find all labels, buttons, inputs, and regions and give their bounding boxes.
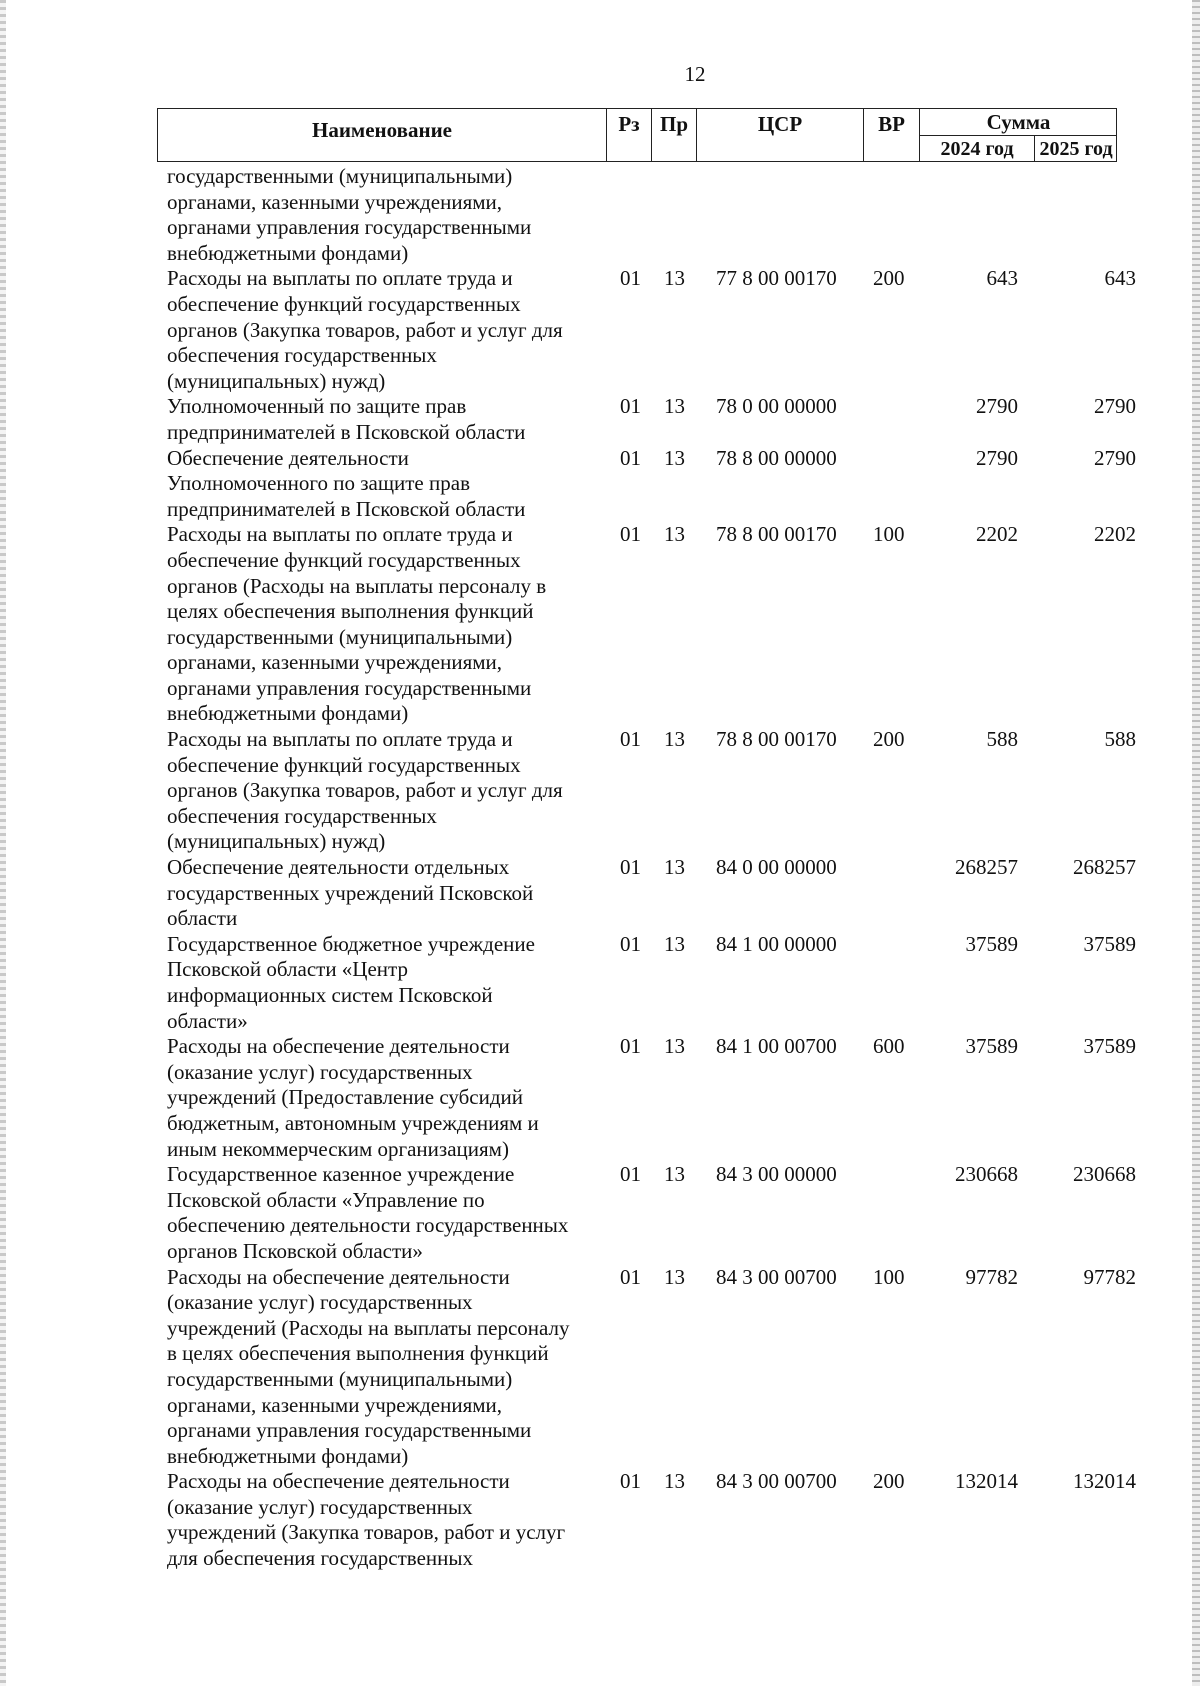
row-name: [167, 1469, 607, 1571]
row-name-line: обеспечение функций государственных: [167, 752, 521, 777]
row-sum-2025: 2790: [1094, 445, 1136, 470]
row-rz: 01: [620, 445, 641, 470]
row-name-line: Расходы на выплаты по оплате труда и: [167, 266, 513, 291]
row-rz: 01: [620, 394, 641, 419]
header-pr: Пр: [652, 109, 697, 161]
row-name-line: Расходы на обеспечение деятельности: [167, 1264, 510, 1289]
row-sum-2025: 132014: [1073, 1469, 1136, 1494]
row-name-line: иным некоммерческим организациям): [167, 1136, 509, 1161]
row-csr: 78 8 00 00000: [716, 445, 837, 470]
row-csr: 78 8 00 00170: [716, 522, 837, 547]
row-sum-2024: 268257: [955, 855, 1018, 880]
row-sum-2024: 2202: [976, 522, 1018, 547]
row-name-line: информационных систем Псковской: [167, 983, 493, 1007]
row-sum-2024: 588: [986, 727, 1018, 752]
row-sum-2024: 97782: [965, 1264, 1018, 1289]
row-name-line: предпринимателей в Псковской области: [167, 419, 526, 444]
row-vr: 600: [873, 1034, 905, 1059]
row-name-line: органами, казенными учреждениями,: [167, 650, 503, 675]
table-row: [0, 446, 1200, 523]
row-name: [167, 1162, 607, 1264]
row-sum-2024: 643: [986, 266, 1018, 291]
row-csr: 84 0 00 00000: [716, 855, 837, 880]
row-name-line: органами управления государственными: [167, 215, 532, 240]
row-name: [167, 164, 607, 266]
row-pr: 13: [664, 1264, 685, 1289]
row-csr: 77 8 00 00170: [716, 266, 837, 291]
row-csr: 84 3 00 00700: [716, 1264, 837, 1289]
row-vr: 200: [873, 727, 905, 752]
page-number: 12: [684, 62, 706, 86]
row-name-line: в целях обеспечения выполнения функций: [167, 1341, 549, 1366]
table-row: [0, 932, 1200, 1034]
row-name-line: Государственное бюджетное учреждение: [167, 931, 535, 956]
row-name: [167, 1265, 607, 1470]
row-name-line: органами, казенными учреждениями,: [167, 189, 503, 214]
row-pr: 13: [664, 522, 685, 547]
row-name: [167, 727, 607, 855]
row-name-line: учреждений (Закупка товаров, работ и услуг: [167, 1520, 566, 1545]
row-rz: 01: [620, 1162, 641, 1187]
row-sum-2025: 643: [1104, 266, 1136, 291]
row-rz: 01: [620, 931, 641, 956]
row-name-line: Расходы на выплаты по оплате труда и: [167, 522, 513, 547]
row-rz: 01: [620, 266, 641, 291]
row-name-line: внебюджетными фондами): [167, 1443, 409, 1468]
row-name-line: учреждений (Предоставление субсидий: [167, 1085, 524, 1110]
row-name-line: Расходы на обеспечение деятельности: [167, 1469, 510, 1494]
row-rz: 01: [620, 1034, 641, 1059]
table-row: [0, 1162, 1200, 1264]
row-name-line: Уполномоченного по защите прав: [167, 471, 470, 496]
row-name-line: целях обеспечения выполнения функций: [167, 599, 534, 624]
row-name-line: Псковской области «Управление по: [167, 1187, 485, 1212]
row-pr: 13: [664, 855, 685, 880]
row-sum-2025: 2202: [1094, 522, 1136, 547]
row-name-line: органами управления государственными: [167, 1418, 532, 1443]
row-sum-2025: 2790: [1094, 394, 1136, 419]
row-csr: 84 1 00 00700: [716, 1034, 837, 1059]
row-name-line: области»: [167, 1008, 248, 1033]
row-vr: 200: [873, 266, 905, 291]
table-row: [0, 727, 1200, 855]
row-name: [167, 1034, 607, 1162]
table-row: [0, 394, 1200, 445]
table-row: [0, 855, 1200, 932]
row-name-line: Псковской области «Центр: [167, 957, 408, 982]
row-name: [167, 394, 607, 445]
row-vr: 100: [873, 522, 905, 547]
row-csr: 84 1 00 00000: [716, 931, 837, 956]
table-row: [0, 1469, 1200, 1571]
row-rz: 01: [620, 522, 641, 547]
table-row: [0, 266, 1200, 394]
table-row: [0, 164, 1200, 266]
header-year-2024: 2024 год: [920, 136, 1035, 161]
row-csr: 84 3 00 00700: [716, 1469, 837, 1494]
row-name: [167, 446, 607, 523]
row-pr: 13: [664, 1034, 685, 1059]
row-rz: 01: [620, 1469, 641, 1494]
row-name-line: области: [167, 906, 238, 931]
row-sum-2025: 37589: [1083, 1034, 1136, 1059]
row-rz: 01: [620, 855, 641, 880]
row-pr: 13: [664, 727, 685, 752]
row-name-line: органов Псковской области»: [167, 1238, 423, 1263]
row-name-line: органами, казенными учреждениями,: [167, 1392, 503, 1417]
row-name-line: внебюджетными фондами): [167, 701, 409, 726]
row-sum-2025: 97782: [1083, 1264, 1136, 1289]
row-name-line: государственными (муниципальными): [167, 624, 513, 649]
row-name-line: Уполномоченный по защите прав: [167, 394, 467, 419]
row-pr: 13: [664, 394, 685, 419]
row-pr: 13: [664, 1162, 685, 1187]
row-name-line: обеспечению деятельности государственных: [167, 1213, 569, 1238]
row-csr: 78 8 00 00170: [716, 727, 837, 752]
row-name-line: обеспечение функций государственных: [167, 547, 521, 572]
row-name-line: органов (Закупка товаров, работ и услуг для: [167, 317, 563, 342]
row-name-line: (оказание услуг) государственных: [167, 1059, 473, 1084]
row-name: [167, 522, 607, 727]
row-rz: 01: [620, 1264, 641, 1289]
row-sum-2025: 268257: [1073, 855, 1136, 880]
row-name-line: государственных учреждений Псковской: [167, 880, 534, 905]
row-name-line: органами управления государственными: [167, 675, 532, 700]
table-row: [0, 522, 1200, 727]
header-csr: ЦСР: [697, 109, 864, 161]
row-name-line: обеспечения государственных: [167, 343, 437, 368]
row-sum-2025: 37589: [1083, 931, 1136, 956]
row-sum-2025: 588: [1104, 727, 1136, 752]
row-name-line: государственными (муниципальными): [167, 164, 513, 188]
header-year-2025: 2025 год: [1039, 138, 1113, 160]
row-rz: 01: [620, 727, 641, 752]
row-csr: 78 0 00 00000: [716, 394, 837, 419]
table-body: [0, 164, 1200, 1572]
row-name-line: бюджетным, автономным учреждениям и: [167, 1110, 539, 1135]
row-pr: 13: [664, 1469, 685, 1494]
row-name-line: Расходы на обеспечение деятельности: [167, 1034, 510, 1059]
row-sum-2024: 37589: [965, 1034, 1018, 1059]
row-name-line: обеспечения государственных: [167, 803, 437, 828]
row-name-line: государственными (муниципальными): [167, 1366, 513, 1391]
row-name-line: для обеспечения государственных: [167, 1546, 473, 1571]
row-name-line: Обеспечение деятельности: [167, 445, 409, 470]
row-name-line: предпринимателей в Псковской области: [167, 496, 526, 521]
row-vr: 200: [873, 1469, 905, 1494]
row-name-line: органов (Расходы на выплаты персоналу в: [167, 573, 547, 598]
row-name-line: Расходы на выплаты по оплате труда и: [167, 727, 513, 752]
row-name: [167, 855, 607, 932]
header-sum: Сумма: [920, 109, 1117, 136]
row-name: [167, 266, 607, 394]
row-pr: 13: [664, 931, 685, 956]
row-name-line: учреждений (Расходы на выплаты персоналу: [167, 1315, 570, 1340]
header-name: Наименование: [158, 109, 607, 161]
row-sum-2024: 37589: [965, 931, 1018, 956]
table-row: [0, 1034, 1200, 1162]
row-name-line: (муниципальных) нужд): [167, 368, 386, 393]
row-sum-2024: 132014: [955, 1469, 1018, 1494]
row-pr: 13: [664, 266, 685, 291]
header-vr: ВР: [864, 109, 920, 161]
header-rz: Рз: [607, 109, 652, 161]
row-name-line: внебюджетными фондами): [167, 240, 409, 265]
row-name-line: органов (Закупка товаров, работ и услуг для: [167, 778, 563, 803]
row-pr: 13: [664, 445, 685, 470]
row-vr: 100: [873, 1264, 905, 1289]
row-sum-2024: 2790: [976, 445, 1018, 470]
row-name-line: обеспечение функций государственных: [167, 291, 521, 316]
row-name-line: Обеспечение деятельности отдельных: [167, 855, 510, 880]
table-header: [157, 108, 1117, 162]
row-csr: 84 3 00 00000: [716, 1162, 837, 1187]
row-name-line: (оказание услуг) государственных: [167, 1290, 473, 1315]
table-row: [0, 1265, 1200, 1470]
row-sum-2025: 230668: [1073, 1162, 1136, 1187]
row-name: [167, 932, 607, 1034]
row-name-line: (муниципальных) нужд): [167, 829, 386, 854]
row-name-line: Государственное казенное учреждение: [167, 1162, 515, 1187]
row-name-line: (оказание услуг) государственных: [167, 1494, 473, 1519]
row-sum-2024: 2790: [976, 394, 1018, 419]
row-sum-2024: 230668: [955, 1162, 1018, 1187]
